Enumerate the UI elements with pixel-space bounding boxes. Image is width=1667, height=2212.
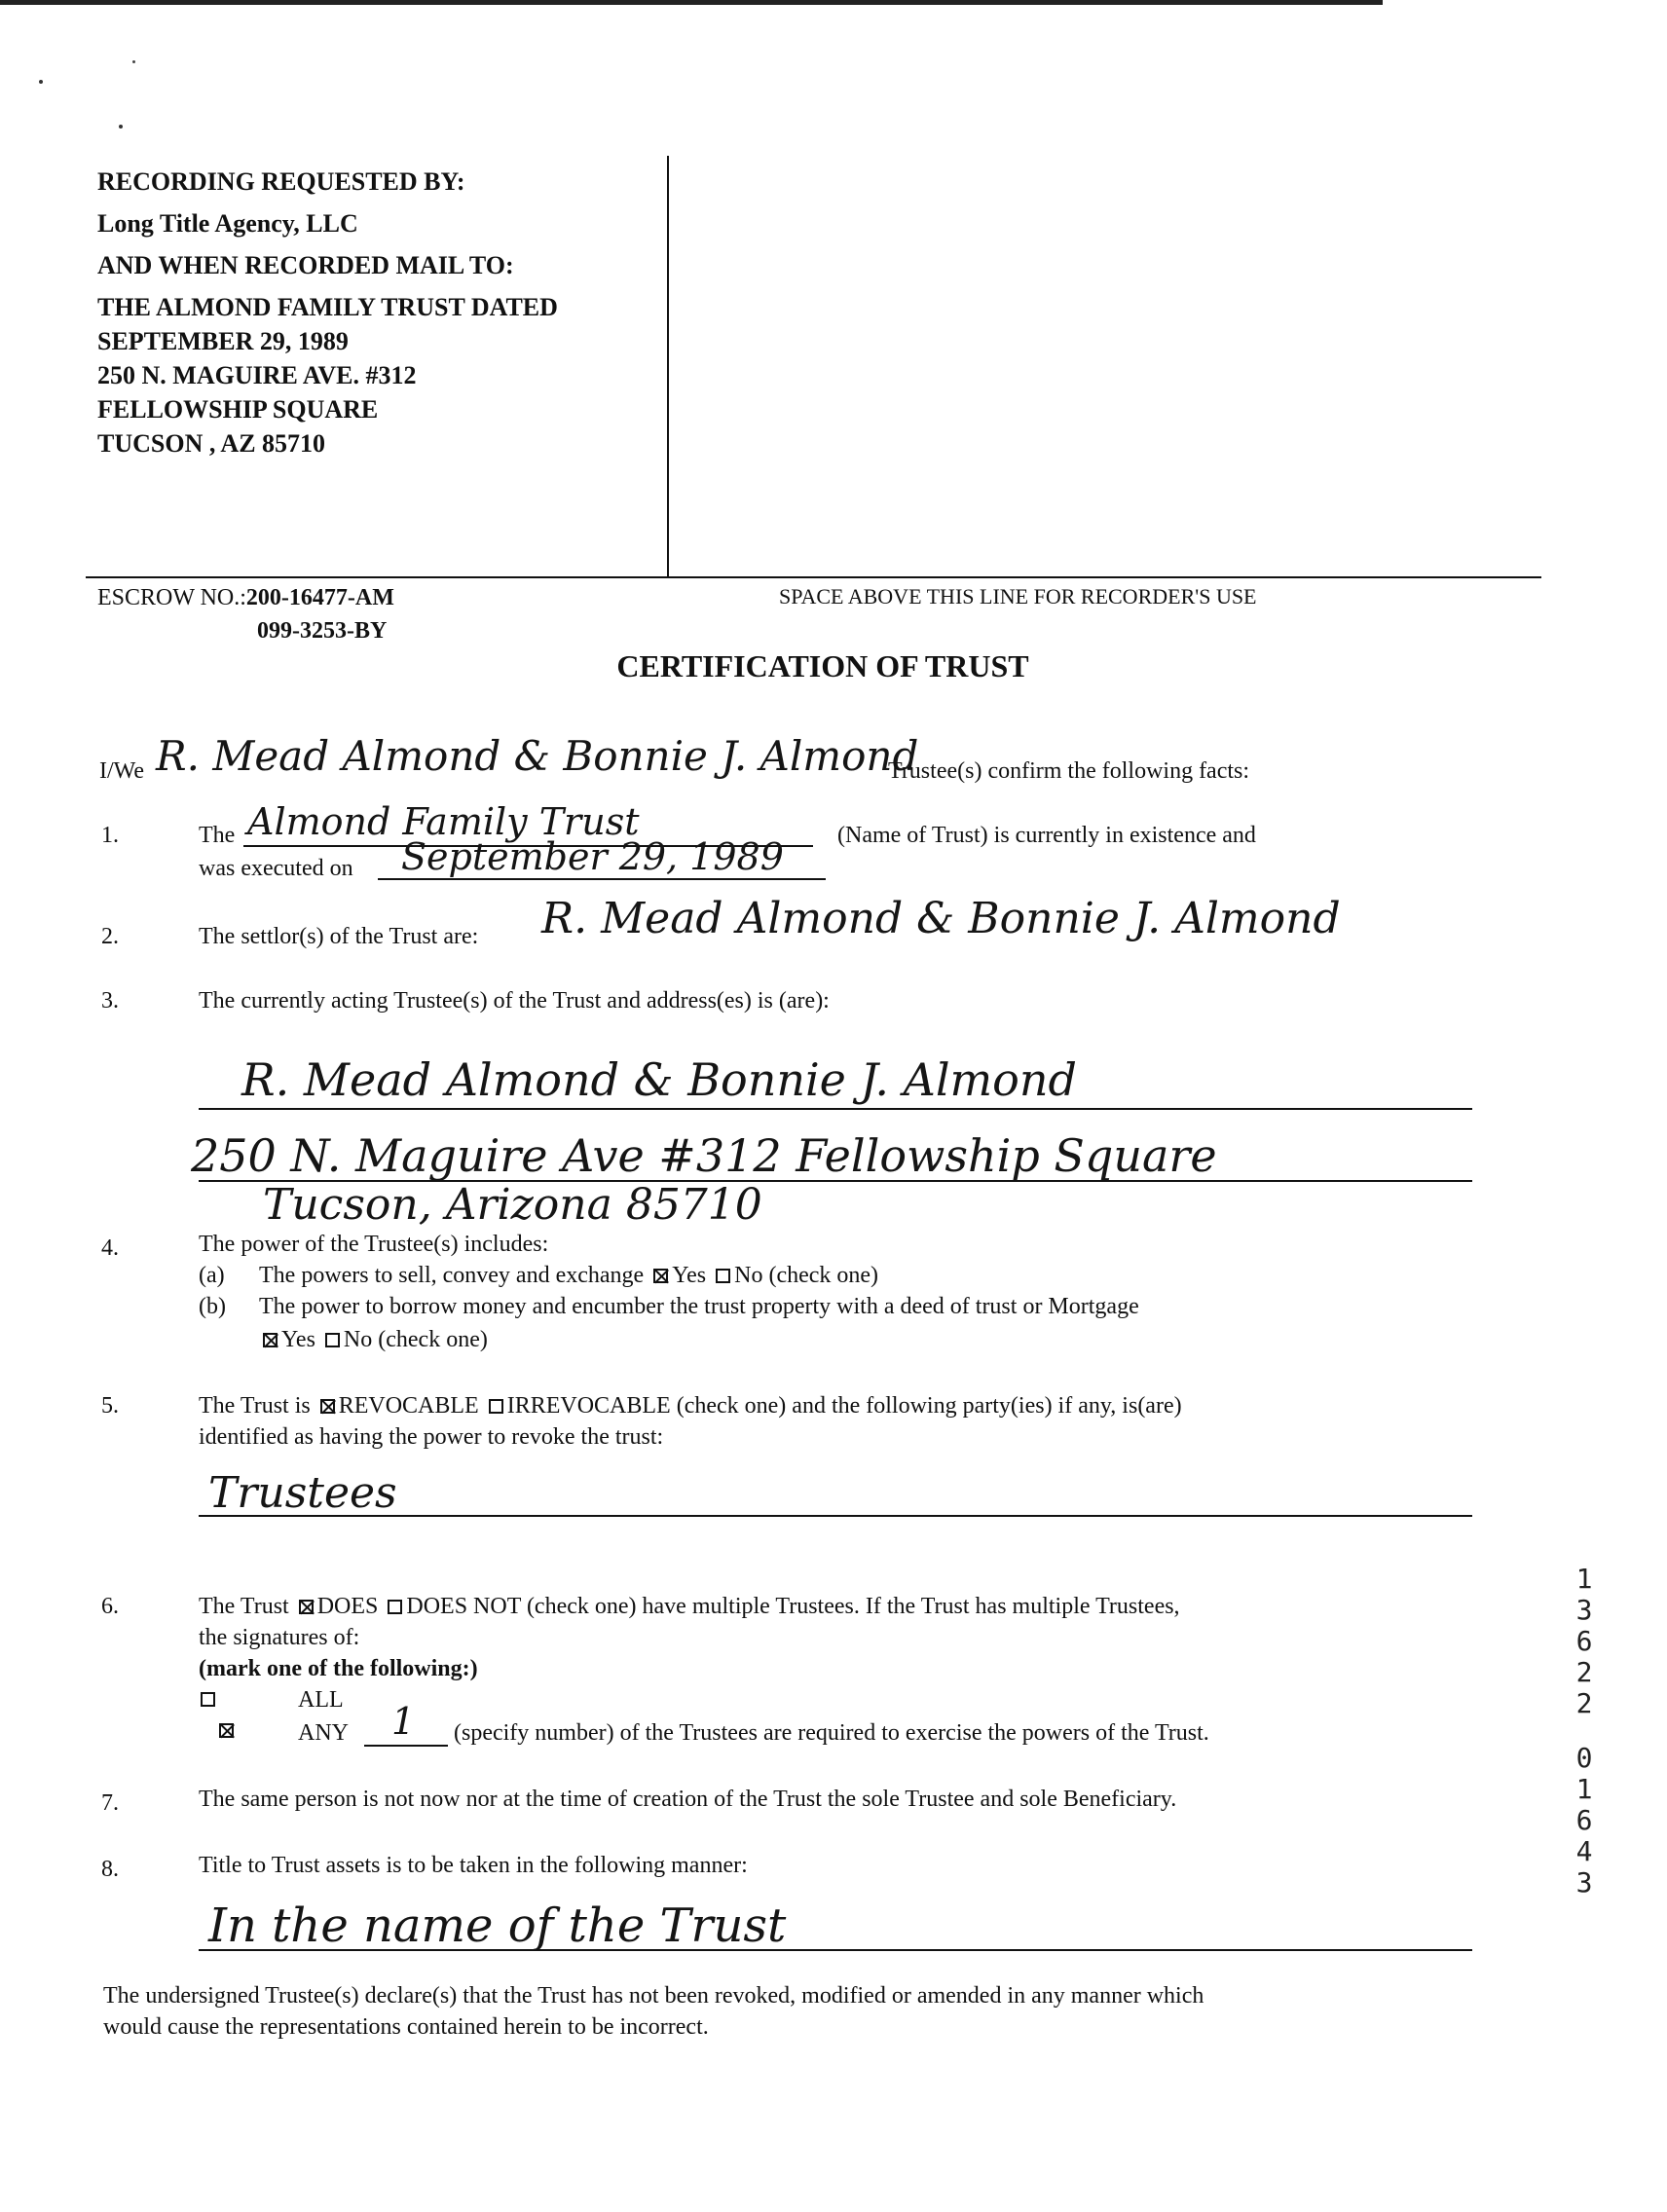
irrevocable-label: IRREVOCABLE (check one) and the following party(ies) if any, is(are) bbox=[506, 1393, 1182, 1419]
recorder-line bbox=[86, 576, 1541, 578]
trust-name-handwritten: Almond Family Trust bbox=[247, 800, 640, 843]
checkbox-unchecked[interactable] bbox=[201, 1692, 215, 1707]
intro-names-handwritten: R. Mead Almond & Bonnie J. Almond bbox=[156, 732, 919, 780]
power-b-text: The power to borrow money and encumber the trust property with a deed of trust or Mortgage bbox=[259, 1294, 1139, 1319]
power-label: The power of the Trustee(s) includes: bbox=[199, 1232, 549, 1257]
settlors-handwritten: R. Mead Almond & Bonnie J. Almond bbox=[541, 894, 1341, 943]
item-number: 5. bbox=[101, 1393, 119, 1419]
address-line: THE ALMOND FAMILY TRUST DATED bbox=[97, 293, 558, 321]
margin-digit: 0 bbox=[1575, 1742, 1593, 1774]
margin-digit: 6 bbox=[1575, 1804, 1593, 1836]
address-line: FELLOWSHIP SQUARE bbox=[97, 395, 379, 424]
title-manner-label: Title to Trust assets is to be taken in the following manner: bbox=[199, 1853, 748, 1878]
scan-speck bbox=[39, 80, 43, 84]
scan-speck bbox=[132, 60, 135, 63]
sole-trustee-text: The same person is not now nor at the time of creation of the Trust the sole Trustee and sole Beneficiary. bbox=[199, 1787, 1177, 1812]
trustees-line1 bbox=[199, 1108, 1472, 1110]
margin-digit: 4 bbox=[1575, 1835, 1593, 1867]
recorder-box-divider bbox=[667, 156, 669, 576]
power-a-row bbox=[259, 1260, 878, 1291]
does-label: DOES bbox=[316, 1594, 379, 1619]
scan-speck bbox=[119, 125, 123, 129]
power-a-text: The powers to sell, convey and exchange bbox=[259, 1263, 645, 1288]
execution-date-line bbox=[378, 878, 826, 880]
no-label: No (check one) bbox=[734, 1263, 879, 1288]
trustees-line3-handwritten: Tucson, Arizona 85710 bbox=[263, 1180, 762, 1230]
checkbox-checked[interactable] bbox=[263, 1333, 278, 1347]
any-tail: (specify number) of the Trustees are required to exercise the powers of the Trust. bbox=[454, 1720, 1209, 1746]
revocable-prefix: The Trust is bbox=[199, 1393, 311, 1419]
escrow-number-2: 099-3253-BY bbox=[257, 618, 388, 644]
margin-digit: 1 bbox=[1575, 1563, 1593, 1595]
item1-the: The bbox=[199, 823, 236, 848]
escrow-label: ESCROW NO.: bbox=[97, 585, 246, 610]
checkbox-checked[interactable] bbox=[320, 1399, 335, 1414]
address-line: SEPTEMBER 29, 1989 bbox=[97, 327, 349, 355]
checkbox-unchecked[interactable] bbox=[325, 1333, 340, 1347]
checkbox-unchecked[interactable] bbox=[716, 1269, 730, 1283]
margin-recording-number bbox=[1570, 1564, 1599, 1899]
declaration-line: The undersigned Trustee(s) declare(s) that the Trust has not been revoked, modified or amended in any manner which bbox=[103, 1983, 1204, 2009]
recording-requested-label: RECORDING REQUESTED BY: bbox=[97, 167, 465, 196]
trustees-label: The currently acting Trustee(s) of the Trust and address(es) is (are): bbox=[199, 988, 830, 1014]
settlors-label: The settlor(s) of the Trust are: bbox=[199, 924, 479, 949]
revoke-party-handwritten: Trustees bbox=[208, 1468, 397, 1518]
checkbox-unchecked[interactable] bbox=[489, 1399, 503, 1414]
item1-tail: (Name of Trust) is currently in existence and bbox=[837, 823, 1256, 848]
any-number-line bbox=[364, 1745, 448, 1747]
recording-agency: Long Title Agency, LLC bbox=[97, 209, 358, 238]
document-title: CERTIFICATION OF TRUST bbox=[616, 648, 1029, 683]
checkbox-unchecked[interactable] bbox=[388, 1600, 402, 1614]
item-number: 7. bbox=[101, 1790, 119, 1816]
trustees-line1-handwritten: R. Mead Almond & Bonnie J. Almond bbox=[241, 1053, 1077, 1106]
margin-digit: 1 bbox=[1575, 1773, 1593, 1805]
address-line: TUCSON , AZ 85710 bbox=[97, 429, 326, 458]
margin-digit: 6 bbox=[1575, 1625, 1593, 1657]
margin-digit: 3 bbox=[1575, 1866, 1593, 1899]
checkbox-checked[interactable] bbox=[219, 1723, 234, 1738]
power-a-label: (a) bbox=[199, 1263, 225, 1288]
any-label: ANY bbox=[298, 1720, 349, 1746]
checkbox-checked[interactable] bbox=[653, 1269, 668, 1283]
item-number: 6. bbox=[101, 1594, 119, 1619]
trustees-line2-handwritten: 250 N. Maguire Ave #312 Fellowship Square bbox=[191, 1129, 1217, 1182]
declaration-line: would cause the representations contained herein to be incorrect. bbox=[103, 2014, 709, 2040]
checkbox-checked[interactable] bbox=[299, 1600, 314, 1614]
execution-date-handwritten: September 29, 1989 bbox=[401, 835, 784, 878]
revoke-power-label: identified as having the power to revoke the trust: bbox=[199, 1424, 664, 1450]
yes-label: Yes bbox=[672, 1263, 707, 1288]
any-number-handwritten: 1 bbox=[391, 1700, 416, 1743]
intro-suffix: Trustee(s) confirm the following facts: bbox=[888, 758, 1250, 784]
mail-to-address bbox=[97, 290, 558, 461]
intro-prefix: I/We bbox=[99, 758, 145, 784]
power-b-checks bbox=[259, 1324, 488, 1355]
revocable-label: REVOCABLE bbox=[338, 1393, 479, 1419]
item-number: 8. bbox=[101, 1857, 119, 1882]
margin-digit: 2 bbox=[1575, 1687, 1593, 1719]
no-label: No (check one) bbox=[343, 1327, 488, 1352]
item-number: 3. bbox=[101, 988, 119, 1014]
executed-label: was executed on bbox=[199, 856, 353, 881]
scan-top-border bbox=[0, 0, 1383, 5]
revocable-row bbox=[199, 1390, 1182, 1421]
mark-one-label: (mark one of the following:) bbox=[199, 1656, 478, 1681]
recorder-use-note: SPACE ABOVE THIS LINE FOR RECORDER'S USE bbox=[779, 584, 1257, 608]
power-b-label: (b) bbox=[199, 1294, 226, 1319]
item-number: 1. bbox=[101, 823, 119, 848]
revoke-party-line bbox=[199, 1515, 1472, 1517]
item-number: 2. bbox=[101, 924, 119, 949]
mail-to-label: AND WHEN RECORDED MAIL TO: bbox=[97, 251, 514, 279]
escrow-number bbox=[97, 582, 394, 613]
title-manner-line bbox=[199, 1949, 1472, 1951]
declaration bbox=[103, 1980, 1204, 2043]
escrow-value: 200-16477-AM bbox=[245, 585, 394, 610]
margin-digit: 3 bbox=[1575, 1594, 1593, 1626]
address-line: 250 N. MAGUIRE AVE. #312 bbox=[97, 361, 417, 389]
all-label: ALL bbox=[298, 1687, 344, 1713]
item-number: 4. bbox=[101, 1235, 119, 1261]
multiple-trustees-row bbox=[199, 1591, 1180, 1622]
title-manner-handwritten: In the name of the Trust bbox=[208, 1899, 787, 1953]
signatures-label: the signatures of: bbox=[199, 1625, 360, 1650]
multiple-prefix: The Trust bbox=[199, 1594, 289, 1619]
does-not-label: DOES NOT (check one) have multiple Trustees. If the Trust has multiple Trustees, bbox=[406, 1594, 1180, 1619]
margin-digit: 2 bbox=[1575, 1656, 1593, 1688]
yes-label: Yes bbox=[281, 1327, 315, 1352]
